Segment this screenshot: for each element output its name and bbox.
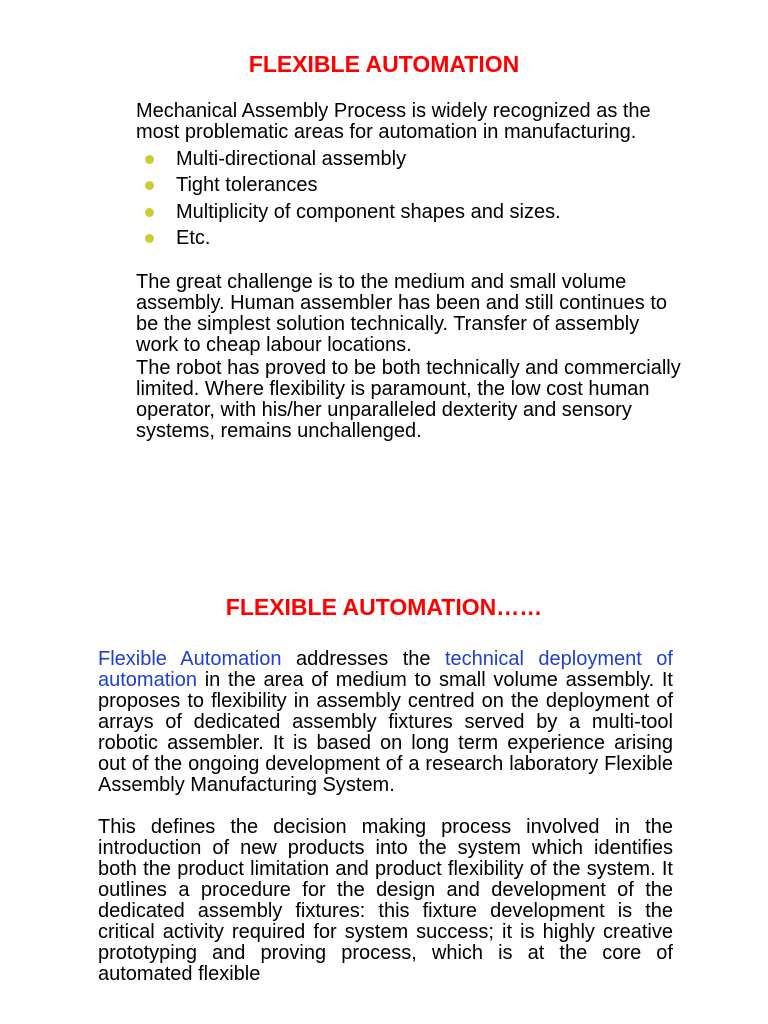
decision-paragraph: This defines the decision making process involved in the introduction of new products into the system which identifies both the product limitation and product flexibility of the system. It outlines a procedure for the design and development of the dedicated assembly fixtures: this fixture development is the critical activity required for system success; it is highly creative prototyping and proving process, which is at the core of automated flexible xyxy=(98,816,673,985)
bullet-dot-icon xyxy=(145,208,154,217)
link-technical-deployment[interactable]: technical deployment of automation xyxy=(98,648,673,691)
paragraph-text: in the area of medium to small volume assembly. It proposes to flexibility in assembly centred on the deployment of arrays of dedicated assembly fixtures served by a multi-tool robotic assembler. It is based on long term experience arising out of the ongoing development of a research laboratory Flexible Assembly Manufacturing System. xyxy=(98,669,673,796)
bullet-dot-icon xyxy=(145,155,154,164)
robot-paragraph: The robot has proved to be both technically and commercially limited. Where flexibility is paramount, the low cost human operator, with his/her unparalleled dexterity and sensory systems, remains unchallenged. xyxy=(136,357,681,443)
bullet-list xyxy=(136,146,681,251)
list-item xyxy=(136,225,681,251)
list-item xyxy=(136,172,681,198)
list-item-text: Tight tolerances xyxy=(176,174,318,197)
definition-paragraph xyxy=(98,649,673,796)
section-title: FLEXIBLE AUTOMATION…… xyxy=(225,594,543,620)
section-flexible-automation xyxy=(98,649,673,985)
bullet-dot-icon xyxy=(145,234,154,243)
intro-paragraph: Mechanical Assembly Process is widely recognized as the most problematic areas for automation in manufacturing. xyxy=(136,100,651,143)
section-intro xyxy=(136,101,681,442)
paragraph-text: addresses the xyxy=(281,648,445,670)
list-item xyxy=(136,146,681,172)
list-item-text: Multiplicity of component shapes and sizes. xyxy=(176,200,561,223)
list-item-text: Multi-directional assembly xyxy=(176,148,407,170)
list-item xyxy=(136,199,681,225)
bullet-dot-icon xyxy=(145,181,154,190)
list-item-text: Etc. xyxy=(176,226,211,249)
challenge-paragraph: The great challenge is to the medium and small volume assembly. Human assembler has been and still continues to be the simplest solution technically. Transfer of assembly work to cheap labour locations. xyxy=(136,271,668,357)
link-flexible-automation[interactable]: Flexible Automation xyxy=(98,648,282,670)
page-title: FLEXIBLE AUTOMATION xyxy=(248,51,520,77)
